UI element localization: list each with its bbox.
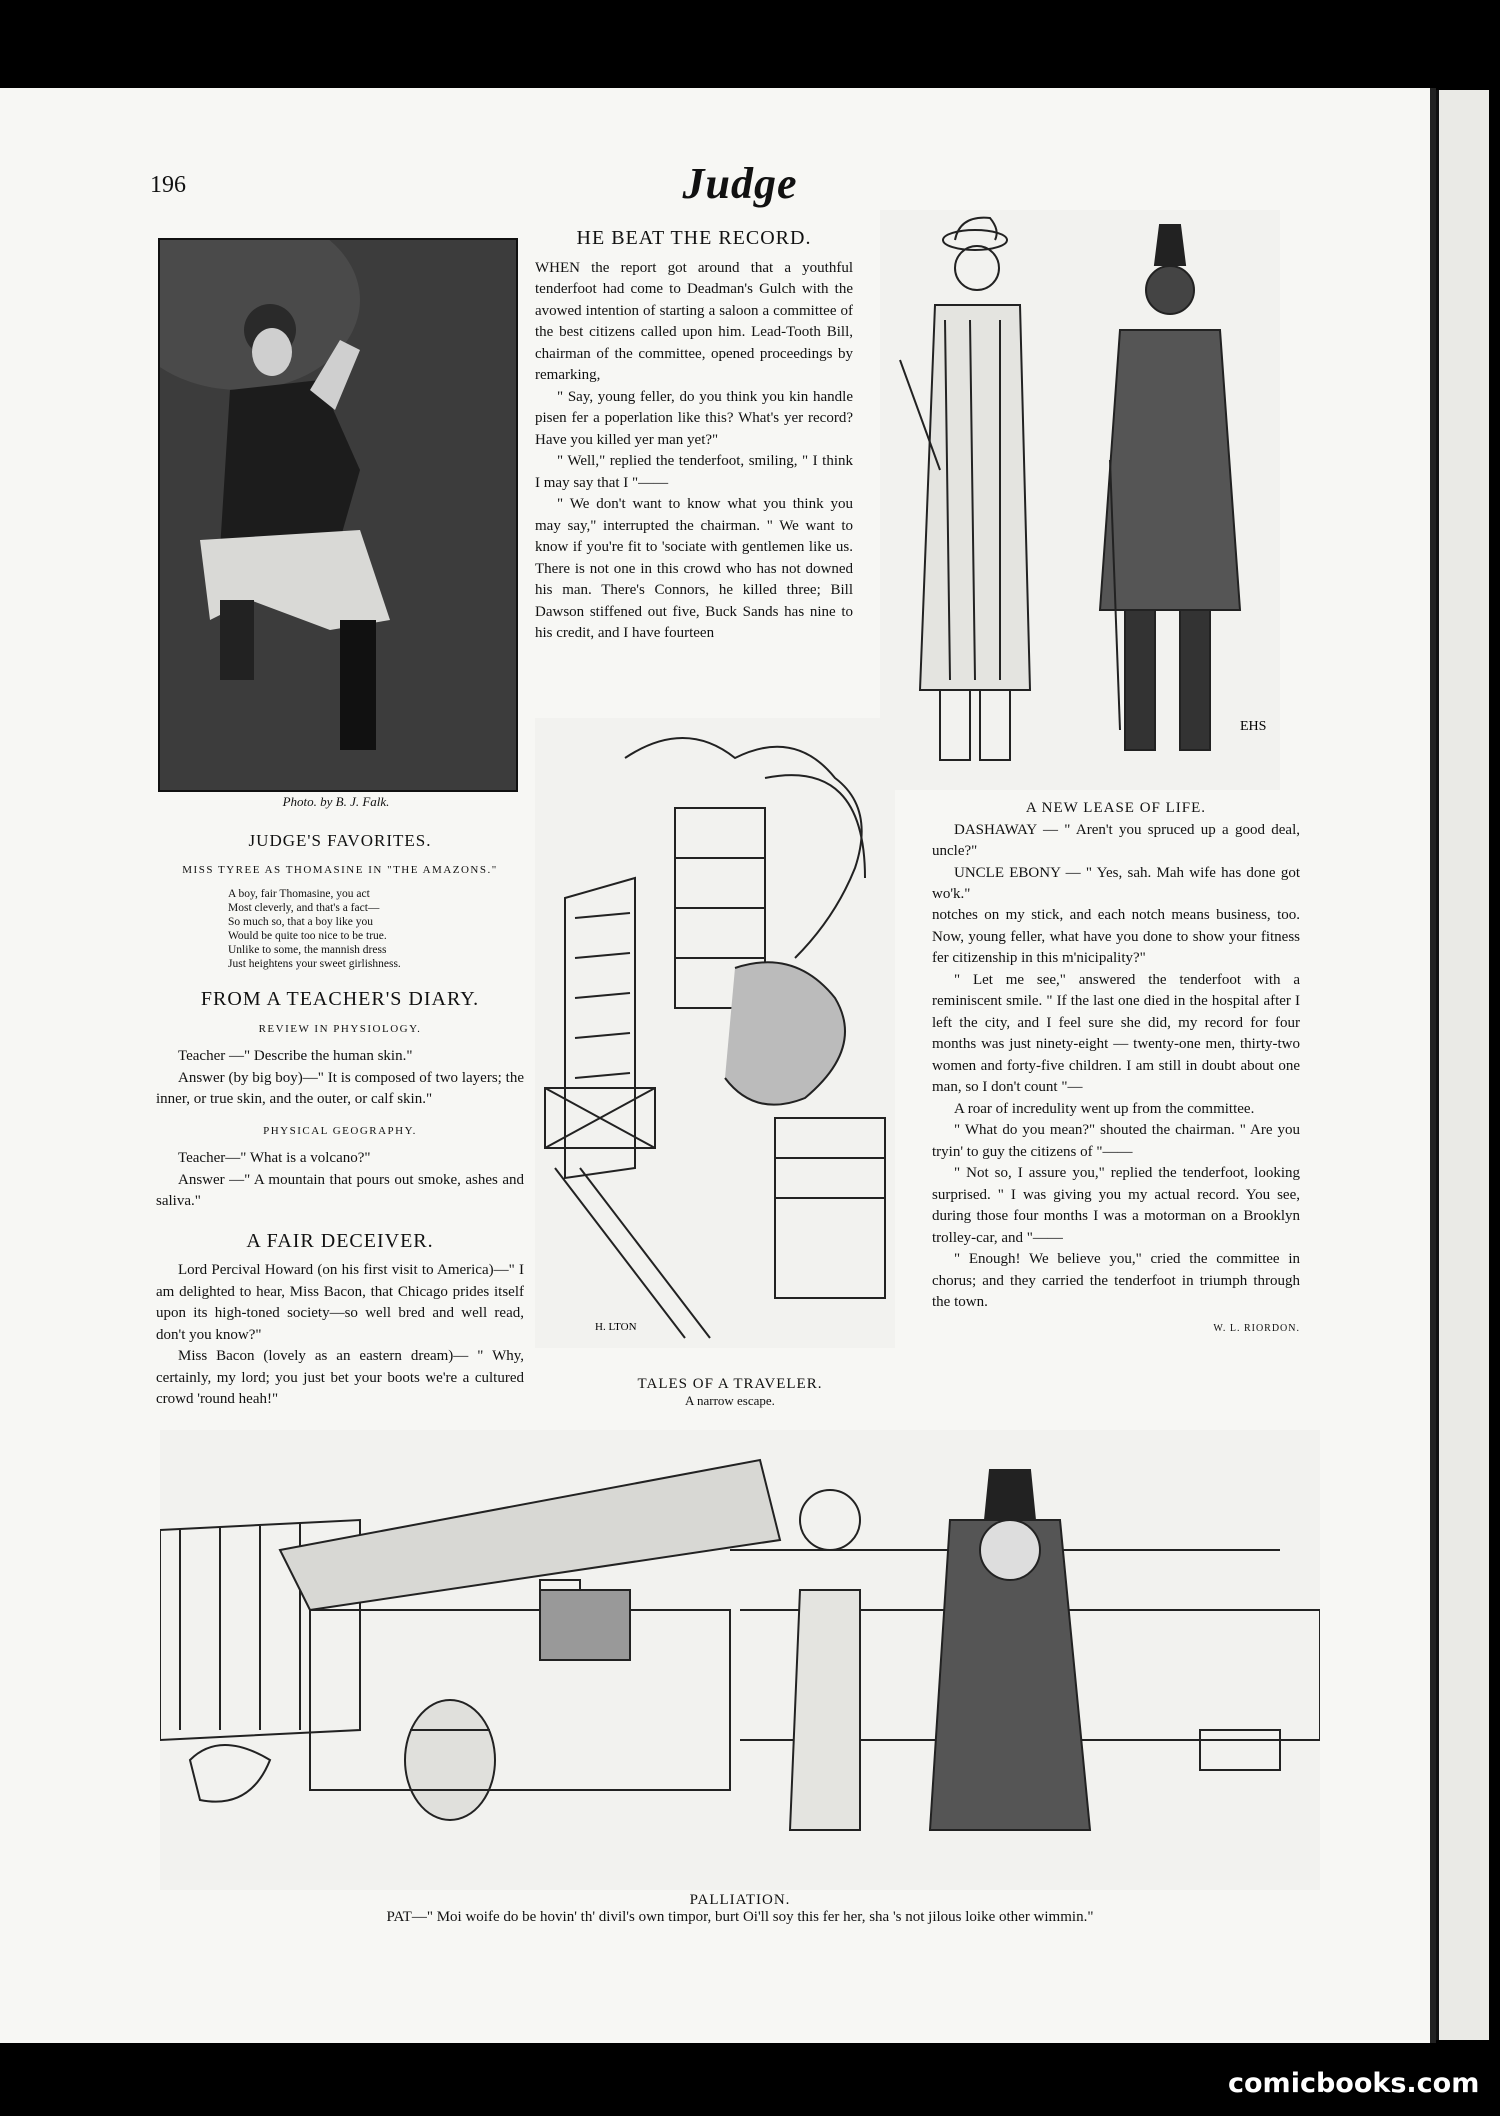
diary-p3: Teacher—" What is a volcano?" [178,1150,371,1166]
traveler-sub: A narrow escape. [685,1393,775,1408]
deceiver-p1: Lord Percival Howard (on his first visit to America)—" I am delighted to hear, Miss Bacon, that Chicago prides itself upon its high-toned society—so well bred and well read, don't you know?" [156,1262,524,1343]
deceiver-title: A FAIR DECEIVER. [246,1229,434,1252]
lease-title: A NEW LEASE OF LIFE. [1025,800,1207,816]
backyard-scene-icon [160,1430,1320,1890]
deceiver-p2: Miss Bacon (lovely as an eastern dream)— " Why, certainly, my lord; you just bet your boots we're a cultured crowd 'round heah!" [156,1348,524,1407]
lease-artist: EHS [1240,719,1267,734]
diary-sub-geography: PHYSICAL GEOGRAPHY. [263,1124,417,1137]
record-p6: " Let me see," answered the tenderfoot with a reminiscent smile. " If the last one died in the hospital after I left the city, and I feel sure she did, my record for four months was just ninety-eight — twenty-one men, thirty-two women and forty-five children. I am still in doubt about one man, so I don't count "— [932,971,1300,1095]
page-number: 196 [150,172,186,198]
record-p10: " Enough! We believe you," cried the committee in chorus; and they carried the tenderfoot in triumph through the town. [932,1251,1300,1310]
record-title: HE BEAT THE RECORD. [576,227,812,249]
lease-line1: DASHAWAY — " Aren't you spruced up a good deal, uncle?" [932,821,1300,859]
traveler-title: TALES OF A TRAVELER. [637,1376,823,1392]
record-p3: " Well," replied the tenderfoot, smiling, " I think I may say that I "—— [535,453,853,491]
favorites-poem: A boy, fair Thomasine, you act Most cleverly, and that's a fact— So much so, that a boy like you Would be quite too nice to be true. Unlike to some, the mannish dress Just heightens your sweet girlishness. [228,888,401,970]
record-p5: notches on my stick, and each notch means business, too. Now, young feller, what have you done to show your fitness fer citizenship in this m'nicipality?" [932,907,1300,966]
record-p1: WHEN the report got around that a youthful tenderfoot had come to Deadman's Gulch with the avowed intention of starting a saloon a committee of the best citizens called upon him. Lead-Tooth Bill, chairman of the committee, opened proceedings by remarking, [535,259,853,383]
favorites-title: JUDGE'S FAVORITES. [248,831,432,850]
diary-title: FROM A TEACHER'S DIARY. [200,988,480,1010]
diary-sub-physiology: REVIEW IN PHYSIOLOGY. [258,1022,422,1035]
record-column-2 [932,905,1300,1339]
fire-escape-icon [535,718,895,1348]
page-spine [1436,90,1489,2040]
photo-credit: Photo. by B. J. Falk. [282,794,390,809]
record-p7: A roar of incredulity went up from the committee. [954,1100,1255,1117]
diary-p4: Answer —" A mountain that pours out smoke, ashes and saliva." [156,1171,524,1209]
portrait-photo [158,238,518,792]
record-p9: " Not so, I assure you," replied the tenderfoot, looking surprised. " I was giving you my actual record. You see, during those four months I was a motorman on a Brooklyn trolley-car, and "—— [932,1165,1300,1246]
palliation-caption [160,1892,1320,1926]
palliation-line: PAT—" Moi woife do be hovin' th' divil's own timpor, burt Oi'll soy this fer her, sha 's not jilous loike other wimmin." [386,1909,1094,1925]
diary-p1: Teacher —" Describe the human skin." [178,1048,413,1064]
masthead: Judge [682,159,798,208]
record-p4: " We don't want to know what you think you may say," interrupted the chairman. " We want to know if you're fit to 'sociate with gentlemen like us. There is not one in this crowd who has not downed his man. There's Connors, he killed three; Bill Dawson stiffened out five, Buck Sands has nine to his credit, and I have fourteen [535,496,853,641]
traveler-illustration [535,718,895,1348]
lease-caption [932,798,1300,906]
record-signature: W. L. RIORDON. [1213,1322,1300,1334]
record-column-1 [535,228,853,645]
favorites-subtitle: MISS TYREE AS THOMASINE IN "THE AMAZONS." [182,863,498,876]
two-gentlemen-icon [880,210,1280,790]
record-p8: " What do you mean?" shouted the chairman. " Are you tryin' to guy the citizens of "—— [932,1122,1300,1160]
lease-line2: UNCLE EBONY — " Yes, sah. Mah wife has done got wo'k." [932,864,1300,902]
portrait-figure-icon [160,240,516,790]
palliation-title: PALLIATION. [689,1892,791,1908]
traveler-artist: H. LTON [595,1321,637,1333]
palliation-illustration [160,1430,1320,1890]
left-column [156,822,524,1411]
watermark: comicbooks.com [1228,2068,1480,2099]
record-p2: " Say, young feller, do you think you kin handle pisen fer a poperlation like this? What's yer record? Have you killed yer man yet?" [535,388,853,448]
diary-p2: Answer (by big boy)—" It is composed of two layers; the inner, or true skin, and the outer, or calf skin." [156,1069,524,1107]
traveler-caption [560,1376,900,1409]
new-lease-illustration [880,210,1280,790]
